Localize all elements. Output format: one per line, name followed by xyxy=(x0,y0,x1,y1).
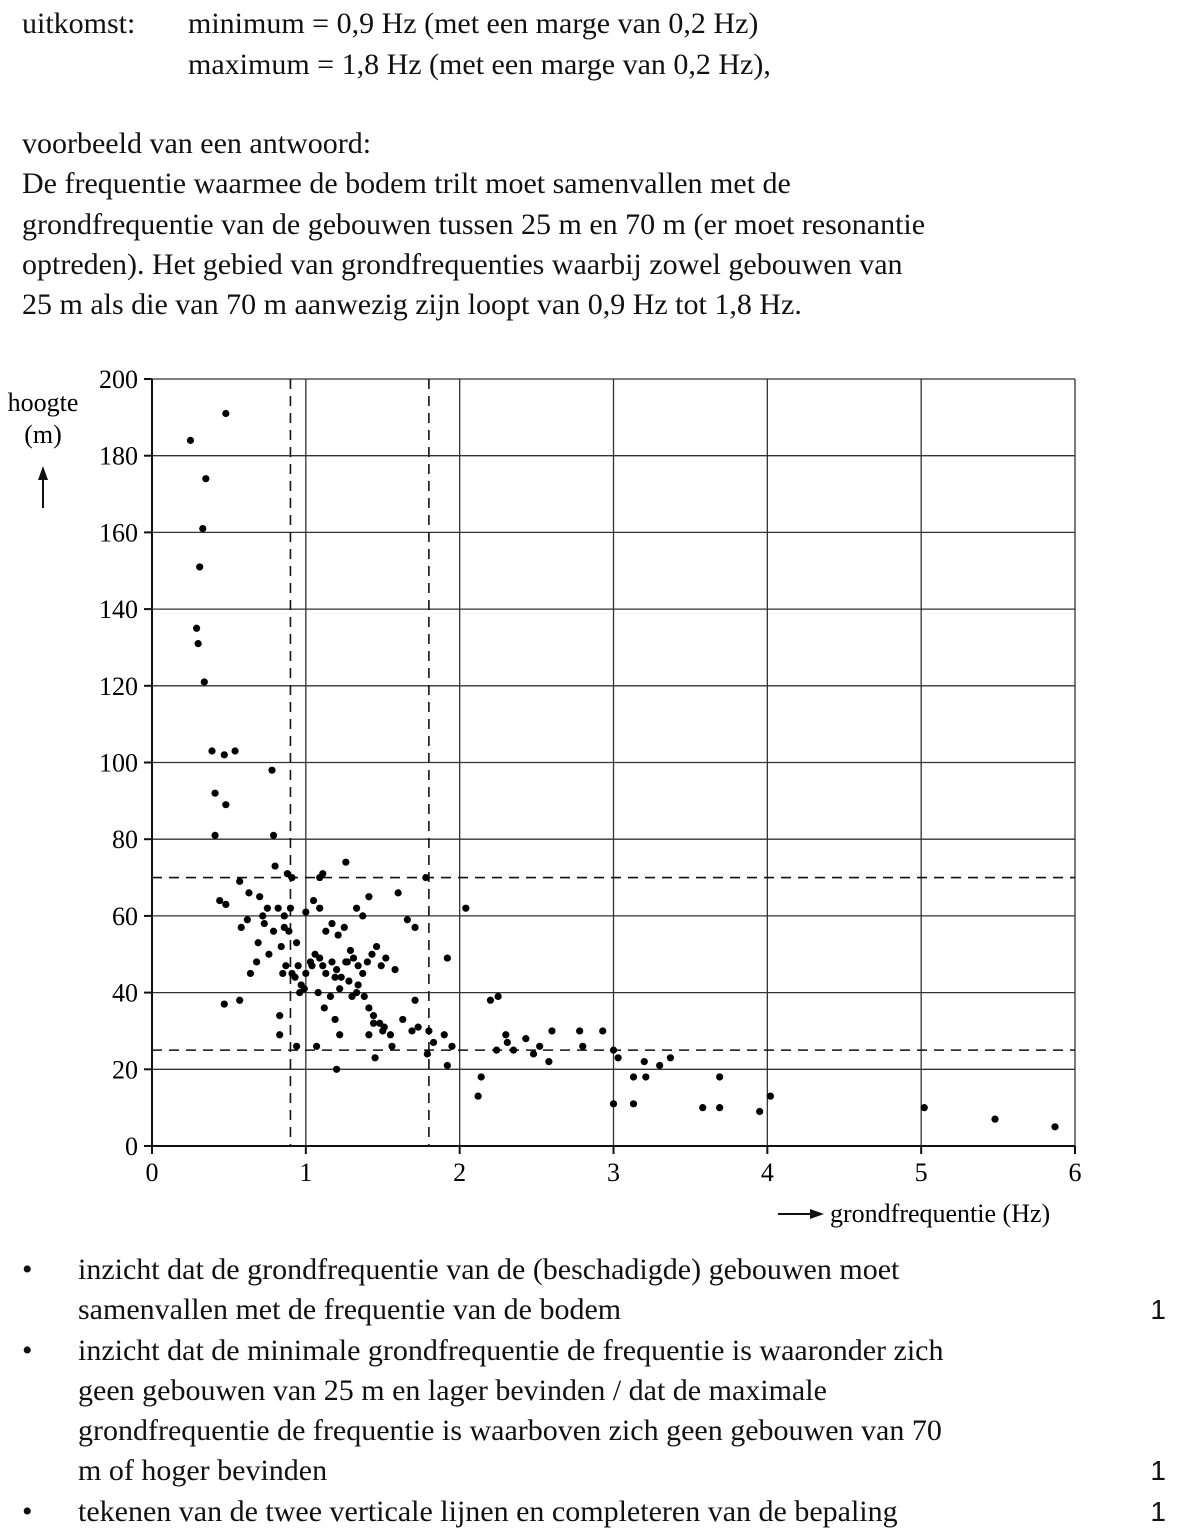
criterion-line: inzicht dat de minimale grondfrequentie de frequentie is waaronder zich xyxy=(78,1334,944,1367)
data-point xyxy=(331,974,338,981)
criterion-line: m of hoger bevinden xyxy=(78,1454,328,1487)
data-point xyxy=(208,747,215,754)
outcome-minimum: minimum = 0,9 Hz (met een marge van 0,2 Hz) xyxy=(188,7,759,40)
data-point xyxy=(462,905,469,912)
criterion-score: 1 xyxy=(1150,1455,1166,1486)
x-axis-label: grondfrequentie (Hz) xyxy=(830,1199,1051,1228)
example-line: grondfrequentie van de gebouwen tussen 25 m en 70 m (er moet resonantie xyxy=(22,208,926,241)
data-point xyxy=(322,928,329,935)
data-point xyxy=(441,1031,448,1038)
data-point xyxy=(310,897,317,904)
data-point xyxy=(444,1062,451,1069)
data-point xyxy=(255,939,262,946)
outcome-maximum: maximum = 1,8 Hz (met een marge van 0,2 Hz), xyxy=(188,48,771,81)
x-tick-label: 2 xyxy=(453,1158,467,1187)
data-point xyxy=(371,1054,378,1061)
data-point xyxy=(699,1104,706,1111)
data-point xyxy=(270,832,277,839)
y-axis-unit: (m) xyxy=(24,420,62,449)
data-point xyxy=(642,1073,649,1080)
data-point xyxy=(495,993,502,1000)
data-point xyxy=(478,1073,485,1080)
y-tick-label: 60 xyxy=(112,901,138,931)
data-point xyxy=(307,958,314,965)
data-point xyxy=(444,954,451,961)
data-point xyxy=(425,1027,432,1034)
data-point xyxy=(264,905,271,912)
data-point xyxy=(265,951,272,958)
criterion-bullet: • xyxy=(22,1334,33,1367)
x-tick-label: 0 xyxy=(145,1158,159,1187)
x-tick-label: 6 xyxy=(1068,1158,1082,1187)
data-point xyxy=(411,924,418,931)
data-point xyxy=(365,1004,372,1011)
data-point xyxy=(231,747,238,754)
data-point xyxy=(222,410,229,417)
data-point xyxy=(196,563,203,570)
data-point xyxy=(615,1054,622,1061)
criterion-line: samenvallen met de frequentie van de bodem xyxy=(78,1293,622,1326)
example-line: optreden). Het gebied van grondfrequenties waarbij zowel gebouwen van xyxy=(22,248,903,281)
data-point xyxy=(211,790,218,797)
data-point xyxy=(221,751,228,758)
data-point xyxy=(282,962,289,969)
criterion-bullet: • xyxy=(22,1253,33,1286)
data-point xyxy=(599,1027,606,1034)
data-point xyxy=(991,1116,998,1123)
data-point xyxy=(333,966,340,973)
data-point xyxy=(667,1054,674,1061)
y-axis-label: hoogte xyxy=(7,388,79,417)
data-point xyxy=(315,989,322,996)
data-point xyxy=(756,1108,763,1115)
data-point xyxy=(353,989,360,996)
y-tick-label: 40 xyxy=(112,978,138,1008)
data-point xyxy=(487,997,494,1004)
y-axis-arrow-icon xyxy=(38,466,48,508)
data-point xyxy=(347,947,354,954)
data-point xyxy=(335,931,342,938)
data-point xyxy=(408,1027,415,1034)
data-point xyxy=(302,908,309,915)
tick-labels xyxy=(99,365,1082,1187)
data-point xyxy=(378,962,385,969)
data-point xyxy=(510,1047,517,1054)
data-point xyxy=(211,832,218,839)
y-tick-label: 120 xyxy=(99,671,138,701)
data-point xyxy=(195,640,202,647)
example-line: 25 m als die van 70 m aanwezig zijn loopt van 0,9 Hz tot 1,8 Hz. xyxy=(22,288,802,321)
scatter-chart xyxy=(0,360,1180,1240)
data-point xyxy=(370,1012,377,1019)
data-point xyxy=(276,1031,283,1038)
data-point xyxy=(278,943,285,950)
data-point xyxy=(921,1104,928,1111)
data-point xyxy=(545,1058,552,1065)
data-point xyxy=(276,1012,283,1019)
data-point xyxy=(355,981,362,988)
data-point xyxy=(261,920,268,927)
data-point xyxy=(295,962,302,969)
data-point xyxy=(236,997,243,1004)
example-heading: voorbeeld van een antwoord: xyxy=(22,127,372,160)
data-point xyxy=(373,943,380,950)
data-point xyxy=(328,920,335,927)
data-point xyxy=(199,525,206,532)
x-tick-label: 5 xyxy=(914,1158,928,1187)
data-point xyxy=(287,905,294,912)
data-point xyxy=(247,970,254,977)
data-point xyxy=(342,859,349,866)
data-point xyxy=(576,1027,583,1034)
data-point xyxy=(187,437,194,444)
example-line: De frequentie waarmee de bodem trilt moet samenvallen met de xyxy=(22,167,791,200)
data-point xyxy=(319,962,326,969)
data-point xyxy=(353,905,360,912)
data-point xyxy=(331,1016,338,1023)
data-point xyxy=(271,862,278,869)
data-point xyxy=(313,1043,320,1050)
data-point xyxy=(201,678,208,685)
data-point xyxy=(293,939,300,946)
data-point xyxy=(253,958,260,965)
data-point xyxy=(361,993,368,1000)
data-point xyxy=(767,1093,774,1100)
data-point xyxy=(350,954,357,961)
data-point xyxy=(504,1039,511,1046)
data-point xyxy=(382,954,389,961)
data-point xyxy=(610,1100,617,1107)
data-point xyxy=(275,905,282,912)
data-point xyxy=(391,966,398,973)
x-tick-label: 3 xyxy=(607,1158,620,1187)
data-point xyxy=(316,954,323,961)
data-point xyxy=(548,1027,555,1034)
data-point xyxy=(291,974,298,981)
y-tick-label: 100 xyxy=(99,748,138,778)
data-point xyxy=(256,893,263,900)
data-point xyxy=(259,912,266,919)
chart-axes xyxy=(144,379,1075,1154)
data-point xyxy=(610,1047,617,1054)
data-point xyxy=(579,1043,586,1050)
data-point xyxy=(370,1020,377,1027)
criterion-line: geen gebouwen van 25 m en lager bevinden / dat de maximale xyxy=(78,1374,827,1407)
data-point xyxy=(630,1100,637,1107)
y-tick-label: 140 xyxy=(99,595,138,625)
data-point xyxy=(221,1001,228,1008)
data-point xyxy=(379,1027,386,1034)
x-tick-label: 1 xyxy=(299,1158,313,1187)
data-point xyxy=(368,951,375,958)
data-point xyxy=(404,916,411,923)
y-tick-label: 0 xyxy=(125,1132,138,1161)
data-point xyxy=(322,970,329,977)
y-tick-label: 20 xyxy=(112,1055,138,1085)
data-point xyxy=(222,901,229,908)
data-point xyxy=(202,475,209,482)
data-point xyxy=(333,1066,340,1073)
data-point xyxy=(236,878,243,885)
data-point xyxy=(336,1031,343,1038)
data-point xyxy=(415,1024,422,1031)
data-point xyxy=(336,985,343,992)
data-point xyxy=(656,1062,663,1069)
data-point xyxy=(279,970,286,977)
data-point xyxy=(388,1043,395,1050)
data-point xyxy=(365,893,372,900)
data-point xyxy=(493,1047,500,1054)
data-point xyxy=(430,1039,437,1046)
data-point xyxy=(716,1073,723,1080)
data-point xyxy=(238,924,245,931)
data-point xyxy=(281,912,288,919)
outcome-label: uitkomst: xyxy=(22,7,136,40)
criterion-line: inzicht dat de grondfrequentie van de (beschadigde) gebouwen moet xyxy=(78,1253,900,1286)
data-point xyxy=(716,1104,723,1111)
data-point xyxy=(1051,1123,1058,1130)
data-point xyxy=(268,767,275,774)
data-points xyxy=(187,410,1059,1131)
data-point xyxy=(293,1043,300,1050)
data-point xyxy=(193,625,200,632)
data-point xyxy=(302,970,309,977)
data-point xyxy=(641,1058,648,1065)
data-point xyxy=(285,928,292,935)
data-point xyxy=(245,889,252,896)
data-point xyxy=(399,1016,406,1023)
data-point xyxy=(244,916,251,923)
data-point xyxy=(328,958,335,965)
data-point xyxy=(411,997,418,1004)
data-point xyxy=(536,1043,543,1050)
data-point xyxy=(341,924,348,931)
data-point xyxy=(387,1031,394,1038)
data-point xyxy=(364,958,371,965)
y-tick-label: 180 xyxy=(99,441,138,471)
criterion-score: 1 xyxy=(1150,1496,1166,1527)
data-point xyxy=(344,958,351,965)
data-point xyxy=(424,1050,431,1057)
x-axis-arrow-icon xyxy=(778,1209,824,1219)
data-point xyxy=(522,1035,529,1042)
criterion-score: 1 xyxy=(1150,1294,1166,1325)
data-point xyxy=(345,977,352,984)
data-point xyxy=(475,1093,482,1100)
data-point xyxy=(288,874,295,881)
data-point xyxy=(355,962,362,969)
data-point xyxy=(422,874,429,881)
data-point xyxy=(216,897,223,904)
data-point xyxy=(395,889,402,896)
data-point xyxy=(530,1050,537,1057)
data-point xyxy=(316,905,323,912)
data-point xyxy=(319,870,326,877)
criterion-line: grondfrequentie de frequentie is waarboven zich geen gebouwen van 70 xyxy=(78,1414,942,1447)
data-point xyxy=(270,928,277,935)
data-point xyxy=(365,1031,372,1038)
data-point xyxy=(630,1073,637,1080)
data-point xyxy=(321,1004,328,1011)
y-tick-label: 160 xyxy=(99,518,138,548)
data-point xyxy=(338,974,345,981)
data-point xyxy=(359,970,366,977)
data-point xyxy=(359,912,366,919)
criterion-bullet: • xyxy=(22,1495,33,1528)
y-tick-label: 80 xyxy=(112,825,138,855)
x-tick-label: 4 xyxy=(760,1158,774,1187)
data-point xyxy=(222,801,229,808)
data-point xyxy=(327,993,334,1000)
data-point xyxy=(502,1031,509,1038)
criterion-line: tekenen van de twee verticale lijnen en completeren van de bepaling xyxy=(78,1495,898,1528)
data-point xyxy=(448,1043,455,1050)
data-point xyxy=(301,985,308,992)
y-tick-label: 200 xyxy=(99,365,138,394)
